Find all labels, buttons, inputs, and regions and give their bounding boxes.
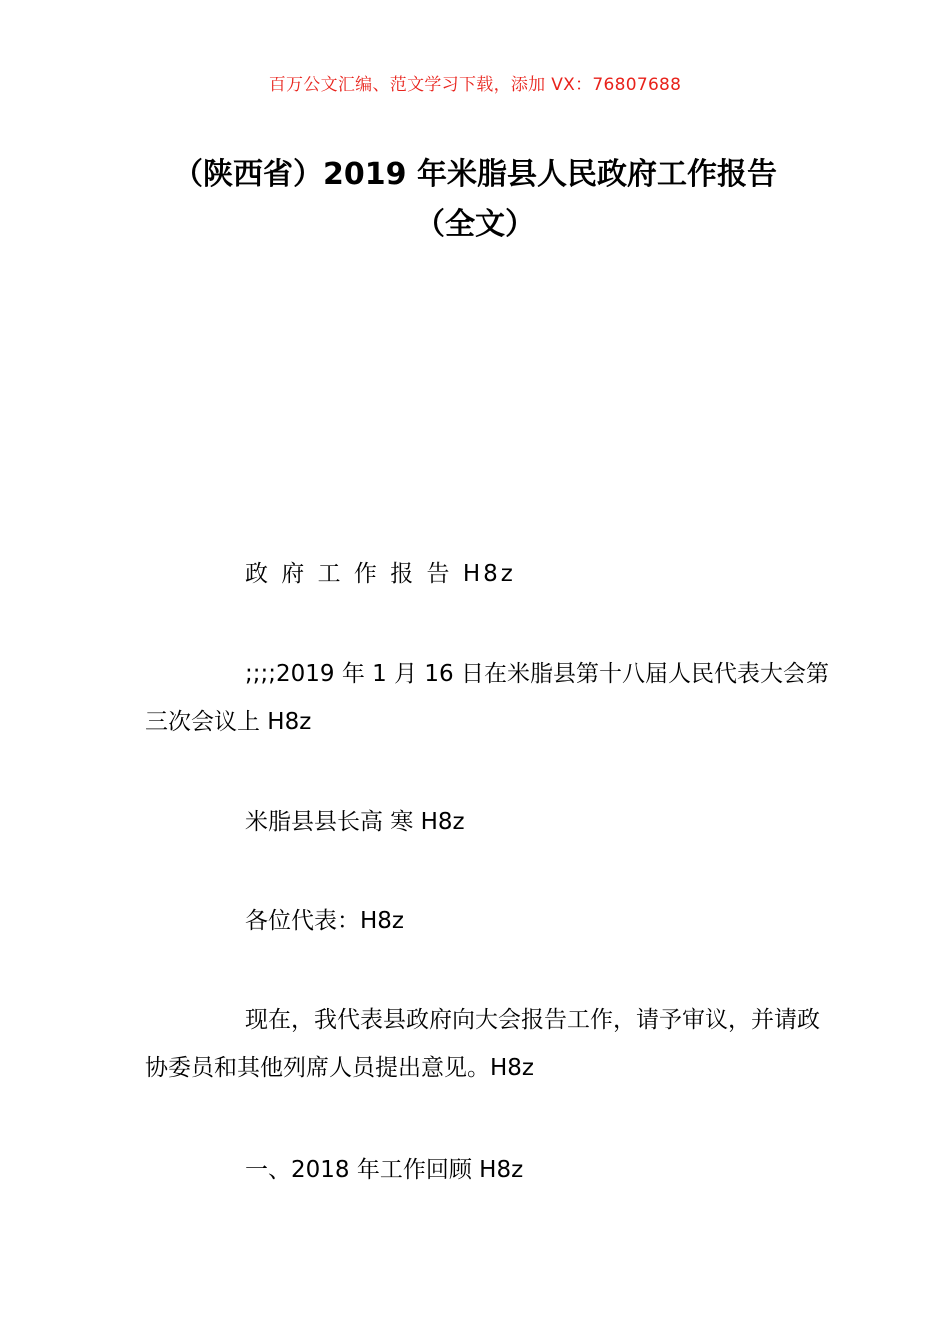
paragraph-introduction: 现在，我代表县政府向大会报告工作，请予审议，并请政协委员和其他列席人员提出意见。H8z [145,1007,820,1081]
paragraph-meeting-date: ;;;;2019 年 1 月 16 日在米脂县第十八届人民代表大会第三次会议上 H8z [145,661,829,735]
header-watermark-note: 百万公文汇编、范文学习下载，添加 VX：76807688 [268,75,682,95]
paragraph-report-label: 政 府 工 作 报 告 H8z [245,561,516,587]
document-title: （陕西省）2019 年米脂县人民政府工作报告（全文） [173,157,777,242]
section-heading-review: 一、2018 年工作回顾 H8z [245,1157,524,1183]
paragraph-speaker: 米脂县县长高 寒 H8z [245,809,465,835]
paragraph-salutation: 各位代表：H8z [245,908,405,934]
